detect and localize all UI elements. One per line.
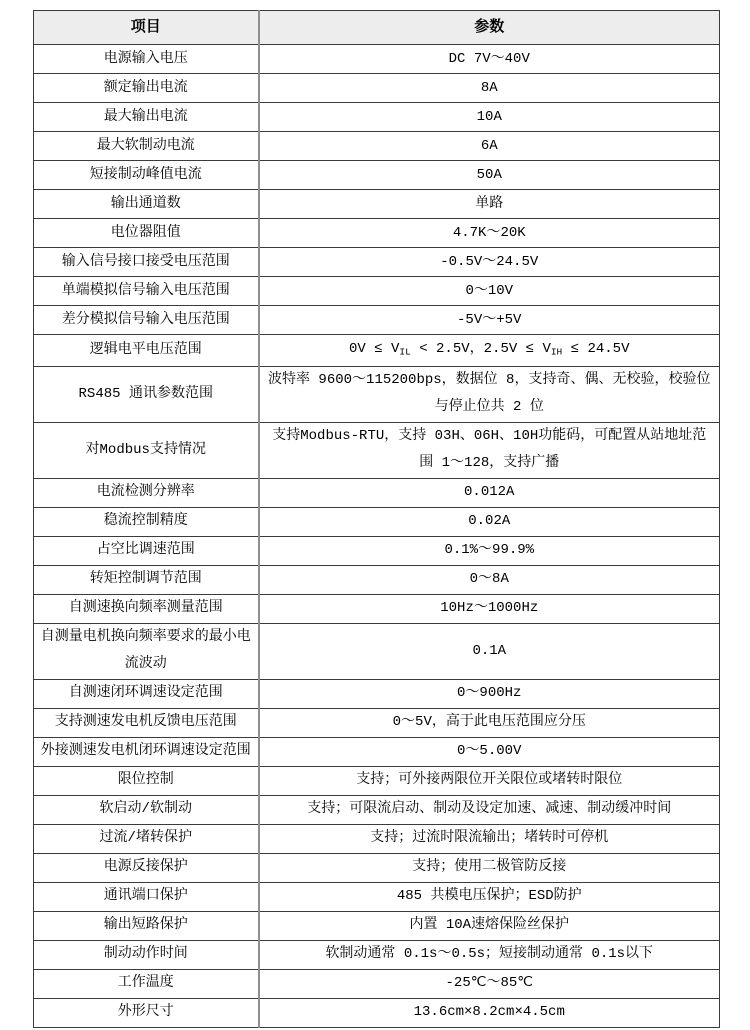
param-cell: 内置 10A速熔保险丝保护 (259, 911, 720, 940)
spec-row (34, 795, 720, 824)
param-cell: 10A (259, 103, 720, 132)
spec-row (34, 248, 720, 277)
value-text: < 2.5V，2.5V ≤ V (410, 340, 551, 357)
item-cell: 占空比调速范围 (34, 536, 259, 565)
item-cell: 输出通道数 (34, 190, 259, 219)
spec-row (34, 565, 720, 594)
spec-header-row (34, 11, 720, 45)
item-cell: 对Modbus支持情况 (34, 422, 259, 478)
spec-row (34, 103, 720, 132)
item-cell: 电源反接保护 (34, 853, 259, 882)
param-cell: DC 7V～40V (259, 45, 720, 74)
spec-row (34, 737, 720, 766)
item-cell: 自测量电机换向频率要求的最小电流波动 (34, 623, 259, 679)
item-cell: 外接测速发电机闭环调速设定范围 (34, 737, 259, 766)
param-cell: -25℃～85℃ (259, 969, 720, 998)
item-cell: 输出短路保护 (34, 911, 259, 940)
param-cell: 0～5.00V (259, 737, 720, 766)
spec-row (34, 594, 720, 623)
item-cell: 额定输出电流 (34, 74, 259, 103)
param-cell: 0～900Hz (259, 679, 720, 708)
item-cell: 稳流控制精度 (34, 507, 259, 536)
spec-row (34, 219, 720, 248)
spec-row (34, 766, 720, 795)
spec-row (34, 853, 720, 882)
param-cell: 0.012A (259, 478, 720, 507)
item-cell: 通讯端口保护 (34, 882, 259, 911)
spec-table (33, 10, 720, 1028)
item-cell: 电流检测分辨率 (34, 478, 259, 507)
spec-row (34, 478, 720, 507)
param-cell: 支持；可限流启动、制动及设定加速、减速、制动缓冲时间 (259, 795, 720, 824)
item-cell: 短接制动峰值电流 (34, 161, 259, 190)
item-cell: 外形尺寸 (34, 998, 259, 1027)
spec-row (34, 536, 720, 565)
spec-row (34, 708, 720, 737)
subscript-text: IH (550, 346, 563, 357)
param-cell: 支持；使用二极管防反接 (259, 853, 720, 882)
item-cell: 逻辑电平电压范围 (34, 335, 259, 367)
item-cell: 限位控制 (34, 766, 259, 795)
param-cell: -5V～+5V (259, 306, 720, 335)
value-text: ≤ 24.5V (562, 340, 630, 357)
item-cell: 自测速换向频率测量范围 (34, 594, 259, 623)
spec-row (34, 969, 720, 998)
item-cell: 最大输出电流 (34, 103, 259, 132)
param-cell: 485 共模电压保护；ESD防护 (259, 882, 720, 911)
item-cell: 过流/堵转保护 (34, 824, 259, 853)
spec-row (34, 190, 720, 219)
param-cell: 支持Modbus-RTU，支持 03H、06H、10H功能码，可配置从站地址范围 1～128，支持广播 (259, 422, 720, 478)
item-cell: 软启动/软制动 (34, 795, 259, 824)
param-cell: 0～10V (259, 277, 720, 306)
spec-table-body (34, 45, 720, 1028)
spec-row (34, 277, 720, 306)
spec-row (34, 679, 720, 708)
spec-row (34, 824, 720, 853)
item-cell: 工作温度 (34, 969, 259, 998)
spec-row (34, 623, 720, 679)
spec-row (34, 335, 720, 367)
item-column-header: 项目 (34, 11, 259, 45)
spec-row (34, 911, 720, 940)
spec-row (34, 366, 720, 422)
item-cell: 转矩控制调节范围 (34, 565, 259, 594)
item-cell: 输入信号接口接受电压范围 (34, 248, 259, 277)
spec-row (34, 45, 720, 74)
spec-row (34, 132, 720, 161)
spec-row (34, 306, 720, 335)
param-cell: 软制动通常 0.1s～0.5s；短接制动通常 0.1s以下 (259, 940, 720, 969)
param-cell: 8A (259, 74, 720, 103)
item-cell: 差分模拟信号输入电压范围 (34, 306, 259, 335)
param-cell: 支持；可外接两限位开关限位或堵转时限位 (259, 766, 720, 795)
spec-row (34, 422, 720, 478)
param-cell: 单路 (259, 190, 720, 219)
param-cell: 10Hz～1000Hz (259, 594, 720, 623)
item-cell: 支持测速发电机反馈电压范围 (34, 708, 259, 737)
spec-row (34, 507, 720, 536)
param-cell: 4.7K～20K (259, 219, 720, 248)
param-cell: 13.6cm×8.2cm×4.5cm (259, 998, 720, 1027)
spec-row (34, 161, 720, 190)
item-cell: 电源输入电压 (34, 45, 259, 74)
param-cell: 0～8A (259, 565, 720, 594)
item-cell: 制动动作时间 (34, 940, 259, 969)
item-cell: 单端模拟信号输入电压范围 (34, 277, 259, 306)
param-cell: 0.1A (259, 623, 720, 679)
item-cell: RS485 通讯参数范围 (34, 366, 259, 422)
spec-row (34, 882, 720, 911)
item-cell: 电位器阻值 (34, 219, 259, 248)
param-cell (259, 335, 720, 367)
item-cell: 自测速闭环调速设定范围 (34, 679, 259, 708)
spec-row (34, 998, 720, 1027)
spec-row (34, 74, 720, 103)
param-cell: 0.1%～99.9% (259, 536, 720, 565)
param-cell: 6A (259, 132, 720, 161)
param-cell: -0.5V～24.5V (259, 248, 720, 277)
param-cell: 50A (259, 161, 720, 190)
item-cell: 最大软制动电流 (34, 132, 259, 161)
spec-row (34, 940, 720, 969)
param-column-header: 参数 (259, 11, 720, 45)
value-text: 0V ≤ V (349, 340, 400, 357)
param-cell: 0.02A (259, 507, 720, 536)
subscript-text: IL (399, 346, 411, 357)
param-cell: 0～5V，高于此电压范围应分压 (259, 708, 720, 737)
param-cell: 支持；过流时限流输出；堵转时可停机 (259, 824, 720, 853)
param-cell: 波特率 9600～115200bps，数据位 8，支持奇、偶、无校验，校验位与停止位共 2 位 (259, 366, 720, 422)
